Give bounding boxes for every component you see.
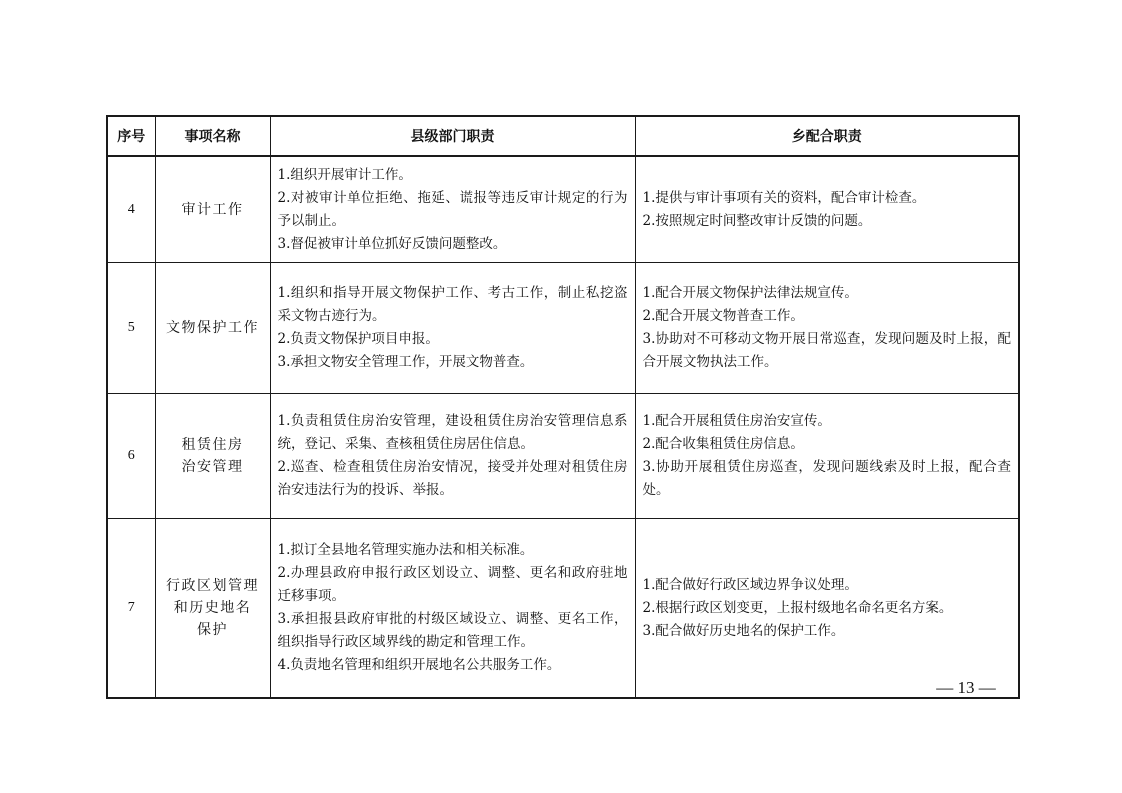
duties-table	[106, 115, 1020, 699]
county-duties-cell	[270, 263, 635, 394]
item-name-line: 行政区划管理	[166, 578, 259, 594]
duty-item: 1.配合做好行政区域边界争议处理。	[642, 576, 858, 593]
duty-item: 3.督促被审计单位抓好反馈问题整改。	[277, 235, 507, 252]
duty-item: 1.拟订全县地名管理实施办法和相关标准。	[277, 542, 534, 558]
duty-item: 3.配合做好历史地名的保护工作。	[642, 622, 845, 639]
row-item-name	[155, 156, 270, 263]
row-item-name	[155, 263, 270, 394]
duty-item: 2.配合开展文物普查工作。	[642, 308, 804, 324]
row-serial-number: 4	[107, 156, 155, 263]
county-duties-cell	[270, 156, 635, 263]
table-row	[107, 156, 1019, 263]
township-duties-cell	[635, 519, 1019, 699]
header-township-duties: 乡配合职责	[635, 116, 1019, 156]
county-duties-cell	[270, 519, 635, 699]
duty-item: 4.负责地名管理和组织开展地名公共服务工作。	[277, 657, 561, 673]
duty-item: 2.办理县政府申报行政区划设立、调整、更名和政府驻地迁移事项。	[277, 565, 628, 604]
duty-item: 2.巡查、检查租赁住房治安情况，接受并处理对租赁住房治安违法行为的投诉、举报。	[277, 459, 628, 498]
table-header-row	[107, 116, 1019, 156]
duty-item: 1.负责租赁住房治安管理，建设租赁住房治安管理信息系统，登记、采集、查核租赁住房居住信息。	[277, 413, 628, 452]
page-number: — 13 —	[936, 678, 996, 697]
item-name-line: 租赁住房	[181, 437, 244, 453]
township-duties-cell	[635, 156, 1019, 263]
duty-item: 1.配合开展租赁住房治安宣传。	[642, 413, 831, 429]
township-duties-cell	[635, 394, 1019, 519]
item-name-line: 保护	[197, 622, 228, 638]
duty-item: 2.配合收集租赁住房信息。	[642, 436, 804, 452]
item-name-line: 审计工作	[181, 201, 244, 218]
item-name-line: 治安管理	[181, 459, 244, 475]
duty-item: 1.提供与审计事项有关的资料，配合审计检查。	[642, 189, 926, 206]
row-item-name	[155, 519, 270, 699]
duty-item: 3.协助开展租赁住房巡查，发现问题线索及时上报，配合查处。	[642, 459, 1011, 498]
duty-item: 1.组织和指导开展文物保护工作、考古工作，制止私挖盗采文物古迹行为。	[277, 285, 628, 324]
row-serial-number: 7	[107, 519, 155, 699]
table-row	[107, 519, 1019, 699]
duty-item: 2.对被审计单位拒绝、拖延、谎报等违反审计规定的行为予以制止。	[277, 189, 628, 229]
item-name-line: 文物保护工作	[166, 320, 259, 336]
header-county-duties: 县级部门职责	[270, 116, 635, 156]
header-item-name: 事项名称	[155, 116, 270, 156]
duty-item: 3.协助对不可移动文物开展日常巡查，发现问题及时上报，配合开展文物执法工作。	[642, 331, 1011, 370]
duty-item: 2.按照规定时间整改审计反馈的问题。	[642, 212, 872, 229]
item-name-line: 和历史地名	[173, 600, 252, 616]
header-serial-number: 序号	[107, 116, 155, 156]
row-serial-number: 6	[107, 394, 155, 519]
duty-item: 1.组织开展审计工作。	[277, 166, 412, 183]
duty-item: 2.负责文物保护项目申报。	[277, 331, 439, 347]
duty-item: 1.配合开展文物保护法律法规宣传。	[642, 285, 858, 301]
row-serial-number: 5	[107, 263, 155, 394]
duty-item: 3.承担文物安全管理工作，开展文物普查。	[277, 354, 534, 370]
table-row	[107, 394, 1019, 519]
table-row	[107, 263, 1019, 394]
township-duties-cell	[635, 263, 1019, 394]
row-item-name	[155, 394, 270, 519]
county-duties-cell	[270, 394, 635, 519]
duty-item: 3.承担报县政府审批的村级区域设立、调整、更名工作，组织指导行政区域界线的勘定和管理工作。	[277, 611, 628, 650]
duty-item: 2.根据行政区划变更，上报村级地名命名更名方案。	[642, 599, 953, 616]
